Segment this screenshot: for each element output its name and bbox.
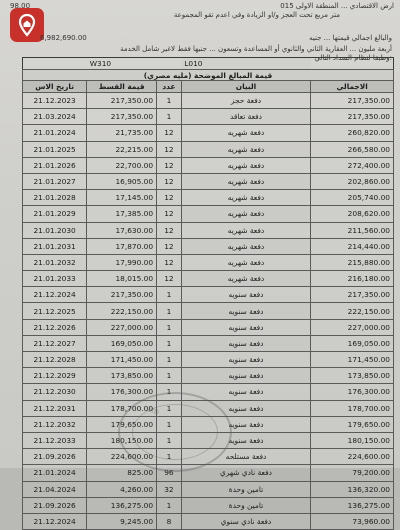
cell-value: 16,905.00 xyxy=(87,173,157,189)
cell-total: 224,600.00 xyxy=(311,449,394,465)
cell-desc: دفعة شهريه xyxy=(181,271,310,287)
table-row xyxy=(23,352,394,368)
cell-total: 73,960.00 xyxy=(311,513,394,529)
cell-count: 1 xyxy=(157,432,182,448)
cell-count: 1 xyxy=(157,287,182,303)
cell-date: 21.12.2025 xyxy=(23,303,87,319)
header-top-left: 98.00 xyxy=(10,2,31,10)
header-top-line xyxy=(10,2,394,10)
cell-desc: دفعة مستلحه xyxy=(181,449,310,465)
cell-value: 176,300.00 xyxy=(87,384,157,400)
table-row xyxy=(23,400,394,416)
table-row xyxy=(23,481,394,497)
cell-desc: دفعة حجز xyxy=(181,93,310,109)
header-line-3 xyxy=(40,34,392,42)
table-row xyxy=(23,125,394,141)
cell-value: 17,870.00 xyxy=(87,238,157,254)
cell-date: 21.12.2024 xyxy=(23,287,87,303)
header-line-2: متر مربع تحت العجز و/او الزيادة وفي اعدم تقو المجموعة xyxy=(173,11,340,19)
cell-count: 12 xyxy=(157,206,182,222)
cell-date: 21.03.2024 xyxy=(23,109,87,125)
cell-total: 216,180.00 xyxy=(311,271,394,287)
cell-desc: دفعة شهريه xyxy=(181,157,310,173)
cell-value: 18,015.00 xyxy=(87,271,157,287)
table-row xyxy=(23,449,394,465)
cell-total: 217,350.00 xyxy=(311,109,394,125)
cell-count: 8 xyxy=(157,513,182,529)
col-header-value: قيمة القسط xyxy=(87,81,157,93)
cell-value: 222,150.00 xyxy=(87,303,157,319)
cell-value: 136,275.00 xyxy=(87,497,157,513)
cell-value: 9,245.00 xyxy=(87,513,157,529)
cell-date: 21.01.2031 xyxy=(23,238,87,254)
header-amount-text: والبالغ اجمالي قيمتها ... جنيه xyxy=(309,34,392,42)
table-row xyxy=(23,497,394,513)
cell-total: 214,440.00 xyxy=(311,238,394,254)
cell-date: 21.12.2028 xyxy=(23,352,87,368)
cell-desc: دفعة شهريه xyxy=(181,206,310,222)
cell-total: 179,650.00 xyxy=(311,416,394,432)
table-row xyxy=(23,141,394,157)
cell-desc: دفعة سنويه xyxy=(181,352,310,368)
cell-date: 21.01.2033 xyxy=(23,271,87,287)
code-row xyxy=(23,58,394,70)
cell-total: 217,350.00 xyxy=(311,287,394,303)
cell-count: 1 xyxy=(157,368,182,384)
cell-count: 1 xyxy=(157,449,182,465)
table-row xyxy=(23,109,394,125)
cell-value: 179,650.00 xyxy=(87,416,157,432)
col-header-date: تاريخ الاس xyxy=(23,81,87,93)
table-row xyxy=(23,432,394,448)
cell-total: 136,320.00 xyxy=(311,481,394,497)
cell-total: 178,700.00 xyxy=(311,400,394,416)
cell-value: 4,260.00 xyxy=(87,481,157,497)
cell-count: 12 xyxy=(157,254,182,270)
cell-value: 825.00 xyxy=(87,465,157,481)
cell-total: 202,860.00 xyxy=(311,173,394,189)
cell-desc: دفعة شهريه xyxy=(181,254,310,270)
cell-count: 12 xyxy=(157,222,182,238)
cell-count: 12 xyxy=(157,271,182,287)
cell-date: 21.12.2031 xyxy=(23,400,87,416)
table-title: قيمة المبالغ الموضحة (مليه مصري) xyxy=(23,70,394,81)
cell-total: 266,580.00 xyxy=(311,141,394,157)
col-header-desc: البيان xyxy=(181,81,310,93)
cell-count: 12 xyxy=(157,190,182,206)
table-header-row xyxy=(23,81,394,93)
cell-date: 21.04.2024 xyxy=(23,481,87,497)
cell-date: 21.01.2028 xyxy=(23,190,87,206)
cell-count: 12 xyxy=(157,238,182,254)
cell-count: 1 xyxy=(157,93,182,109)
cell-total: 215,880.00 xyxy=(311,254,394,270)
cell-count: 1 xyxy=(157,335,182,351)
cell-value: 22,215.00 xyxy=(87,141,157,157)
cell-total: 272,400.00 xyxy=(311,157,394,173)
cell-value: 22,700.00 xyxy=(87,157,157,173)
cell-total: 171,450.00 xyxy=(311,352,394,368)
cell-count: 1 xyxy=(157,109,182,125)
cell-value: 217,350.00 xyxy=(87,93,157,109)
header-line-5: وطبقا لنظام السداد التالي: xyxy=(314,54,392,62)
cell-date: 21.12.2024 xyxy=(23,513,87,529)
table-row xyxy=(23,93,394,109)
table-row xyxy=(23,206,394,222)
cell-date: 21.12.2029 xyxy=(23,368,87,384)
cell-value: 171,450.00 xyxy=(87,352,157,368)
table-row xyxy=(23,335,394,351)
cell-total: 136,275.00 xyxy=(311,497,394,513)
cell-desc: تامين وحدة xyxy=(181,497,310,513)
cell-date: 21.12.2033 xyxy=(23,432,87,448)
cell-count: 1 xyxy=(157,416,182,432)
cell-count: 12 xyxy=(157,141,182,157)
cell-total: 211,560.00 xyxy=(311,222,394,238)
header-amount: 6,982,690.00 xyxy=(40,34,87,42)
cell-date: 21.12.2032 xyxy=(23,416,87,432)
cell-date: 21.01.2024 xyxy=(23,125,87,141)
cell-count: 96 xyxy=(157,465,182,481)
cell-date: 21.09.2026 xyxy=(23,449,87,465)
cell-desc: دفعة سنويه xyxy=(181,335,310,351)
cell-desc: دفعة سنويه xyxy=(181,400,310,416)
table-title-row xyxy=(23,70,394,81)
table-row xyxy=(23,303,394,319)
cell-total: 176,300.00 xyxy=(311,384,394,400)
header-line-4: أربعة مليون ... العقارية الثاني والثانوي أو المساعدة وتسعون ... جنيها فقط لاغير شامل الخدمة xyxy=(120,45,392,53)
cell-value: 17,145.00 xyxy=(87,190,157,206)
cell-count: 1 xyxy=(157,352,182,368)
cell-desc: دفعة سنويه xyxy=(181,416,310,432)
cell-count: 12 xyxy=(157,173,182,189)
cell-value: 224,600.00 xyxy=(87,449,157,465)
cell-desc: دفعة شهريه xyxy=(181,125,310,141)
table-row xyxy=(23,271,394,287)
cell-total: 180,150.00 xyxy=(311,432,394,448)
cell-desc: تامين وحدة xyxy=(181,481,310,497)
table-row xyxy=(23,384,394,400)
table-row xyxy=(23,254,394,270)
cell-value: 17,630.00 xyxy=(87,222,157,238)
cell-desc: دفعة شهريه xyxy=(181,238,310,254)
header-top-right: ارض الاقتصادي ... المنطقة الاولى 015 xyxy=(280,2,394,10)
cell-count: 12 xyxy=(157,125,182,141)
cell-count: 1 xyxy=(157,384,182,400)
table-row xyxy=(23,173,394,189)
cell-date: 21.12.2026 xyxy=(23,319,87,335)
cell-value: 17,385.00 xyxy=(87,206,157,222)
table-row xyxy=(23,465,394,481)
cell-total: 260,820.00 xyxy=(311,125,394,141)
cell-total: 79,200.00 xyxy=(311,465,394,481)
col-header-count: عدد xyxy=(157,81,182,93)
cell-count: 1 xyxy=(157,319,182,335)
cell-desc: دفعة سنويه xyxy=(181,303,310,319)
code-left: W310 xyxy=(89,59,112,68)
col-header-total: الاجمالي xyxy=(311,81,394,93)
cell-total: 222,150.00 xyxy=(311,303,394,319)
cell-desc: دفعة شهريه xyxy=(181,141,310,157)
table-row xyxy=(23,157,394,173)
cell-date: 21.12.2023 xyxy=(23,93,87,109)
cell-total: 173,850.00 xyxy=(311,368,394,384)
cell-value: 169,050.00 xyxy=(87,335,157,351)
table-row xyxy=(23,416,394,432)
cell-total: 208,620.00 xyxy=(311,206,394,222)
cell-desc: دفعة سنويه xyxy=(181,384,310,400)
cell-count: 1 xyxy=(157,303,182,319)
cell-date: 21.01.2026 xyxy=(23,157,87,173)
cell-desc: دفعة شهريه xyxy=(181,190,310,206)
cell-date: 21.12.2030 xyxy=(23,384,87,400)
cell-total: 169,050.00 xyxy=(311,335,394,351)
cell-desc: دفعة سنويه xyxy=(181,368,310,384)
table-row xyxy=(23,287,394,303)
code-right: L010 xyxy=(184,59,203,68)
cell-desc: دفعة سنويه xyxy=(181,287,310,303)
cell-date: 21.12.2027 xyxy=(23,335,87,351)
cell-value: 17,990.00 xyxy=(87,254,157,270)
cell-value: 217,350.00 xyxy=(87,109,157,125)
table-row xyxy=(23,368,394,384)
cell-count: 12 xyxy=(157,157,182,173)
cell-date: 21.01.2030 xyxy=(23,222,87,238)
cell-value: 178,700.00 xyxy=(87,400,157,416)
cell-date: 21.01.2024 xyxy=(23,465,87,481)
cell-date: 21.01.2025 xyxy=(23,141,87,157)
table-row xyxy=(23,222,394,238)
cell-date: 21.01.2029 xyxy=(23,206,87,222)
cell-date: 21.01.2032 xyxy=(23,254,87,270)
cell-date: 21.01.2027 xyxy=(23,173,87,189)
cell-desc: دفعة شهريه xyxy=(181,173,310,189)
cell-total: 205,740.00 xyxy=(311,190,394,206)
cell-desc: دفعة نادي شهري xyxy=(181,465,310,481)
cell-count: 32 xyxy=(157,481,182,497)
cell-count: 1 xyxy=(157,400,182,416)
cell-desc: دفعة تعاقد xyxy=(181,109,310,125)
stamp-text: LTD xyxy=(147,406,160,417)
cell-desc: دفعة سنويه xyxy=(181,319,310,335)
cell-total: 227,000.00 xyxy=(311,319,394,335)
cell-value: 21,735.00 xyxy=(87,125,157,141)
cell-value: 180,150.00 xyxy=(87,432,157,448)
cell-value: 173,850.00 xyxy=(87,368,157,384)
cell-value: 227,000.00 xyxy=(87,319,157,335)
cell-date: 21.09.2026 xyxy=(23,497,87,513)
cell-desc: دفعة نادي سنوي xyxy=(181,513,310,529)
cell-total: 217,350.00 xyxy=(311,93,394,109)
cell-value: 217,350.00 xyxy=(87,287,157,303)
payment-schedule-table xyxy=(22,57,394,530)
cell-count: 1 xyxy=(157,497,182,513)
cell-desc: دفعة سنويه xyxy=(181,432,310,448)
table-row xyxy=(23,238,394,254)
table-row xyxy=(23,319,394,335)
table-row xyxy=(23,513,394,529)
cell-desc: دفعة شهريه xyxy=(181,222,310,238)
table-row xyxy=(23,190,394,206)
